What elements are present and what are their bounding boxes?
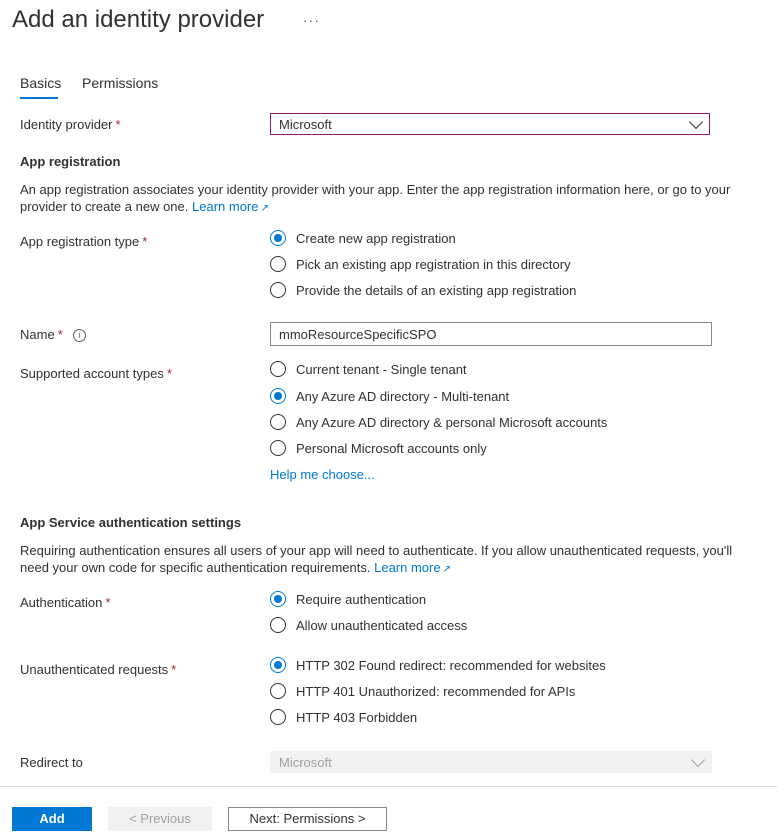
radio-label: Create new app registration <box>296 230 456 246</box>
auth-settings-description-text: Requiring authentication ensures all users of your app will need to authenticate. If you allow unauthenticated requests, you'll need your own code for specific authentication requirements. <box>20 543 733 575</box>
auth-settings-heading: App Service authentication settings <box>20 515 242 530</box>
tab-basics[interactable]: Basics <box>20 75 62 91</box>
radio-selected-icon <box>270 388 286 404</box>
radio-pick-existing-app-registration[interactable] <box>270 256 571 272</box>
radio-multi-tenant-personal[interactable] <box>270 414 607 430</box>
redirect-to-dropdown[interactable] <box>270 751 712 773</box>
supported-account-types-label-text: Supported account types <box>20 366 164 381</box>
required-marker: * <box>166 366 172 381</box>
radio-selected-icon <box>270 230 286 246</box>
radio-label: Any Azure AD directory - Multi-tenant <box>296 388 510 404</box>
unauthenticated-requests-label <box>20 662 176 677</box>
tab-permissions[interactable]: Permissions <box>82 75 159 91</box>
supported-account-types-label <box>20 366 172 381</box>
radio-unselected-icon <box>270 617 286 633</box>
radio-unselected-icon <box>270 709 286 725</box>
radio-label: Provide the details of an existing app registration <box>296 282 577 298</box>
radio-unselected-icon <box>270 414 286 430</box>
required-marker: * <box>105 595 111 610</box>
authentication-label-text: Authentication <box>20 595 103 610</box>
identity-provider-value: Microsoft <box>279 117 332 132</box>
radio-allow-unauthenticated[interactable] <box>270 617 467 633</box>
app-registration-learn-more-link[interactable] <box>192 199 269 214</box>
more-options-icon[interactable]: ··· <box>303 12 320 28</box>
radio-label: Allow unauthenticated access <box>296 617 468 633</box>
radio-selected-icon <box>270 591 286 607</box>
radio-unselected-icon <box>270 282 286 298</box>
add-button[interactable]: Add <box>12 807 92 831</box>
radio-http-401[interactable] <box>270 683 575 699</box>
radio-label: Current tenant - Single tenant <box>296 361 467 377</box>
radio-single-tenant[interactable] <box>270 361 467 377</box>
required-marker: * <box>57 327 63 342</box>
required-marker: * <box>115 117 121 132</box>
app-registration-type-label <box>20 234 147 249</box>
required-marker: * <box>142 234 148 249</box>
redirect-to-label: Redirect to <box>20 755 83 770</box>
name-input[interactable]: mmoResourceSpecificSPO <box>270 322 712 346</box>
radio-require-authentication[interactable] <box>270 591 426 607</box>
external-link-icon: ↗ <box>260 203 269 214</box>
next-permissions-button[interactable]: Next: Permissions > <box>228 807 387 831</box>
radio-personal-only[interactable] <box>270 440 487 456</box>
radio-label: HTTP 401 Unauthorized: recommended for APIs <box>296 683 576 699</box>
learn-more-text: Learn more <box>374 560 441 575</box>
radio-selected-icon <box>270 657 286 673</box>
auth-settings-learn-more-link[interactable] <box>374 560 451 575</box>
external-link-icon: ↗ <box>442 564 451 575</box>
redirect-to-value: Microsoft <box>279 755 332 770</box>
radio-label: Personal Microsoft accounts only <box>296 440 487 456</box>
radio-label: Any Azure AD directory & personal Microsoft accounts <box>296 414 608 430</box>
radio-unselected-icon <box>270 361 286 377</box>
info-icon[interactable]: i <box>73 329 86 342</box>
unauthenticated-requests-label-text: Unauthenticated requests <box>20 662 169 677</box>
help-me-choose-link[interactable]: Help me choose... <box>270 467 375 482</box>
radio-unselected-icon <box>270 440 286 456</box>
required-marker: * <box>171 662 177 677</box>
identity-provider-dropdown[interactable] <box>270 113 710 135</box>
radio-http-302[interactable] <box>270 657 606 673</box>
identity-provider-label-text: Identity provider <box>20 117 113 132</box>
authentication-label <box>20 595 110 610</box>
radio-create-new-app-registration[interactable] <box>270 230 456 246</box>
page-title: Add an identity provider <box>12 6 265 33</box>
auth-settings-description <box>20 542 740 578</box>
learn-more-text: Learn more <box>192 199 259 214</box>
app-registration-description-text: An app registration associates your identity provider with your app. Enter the app registration information here, or go to your provider to create a new one. <box>20 182 731 214</box>
chevron-down-icon <box>689 115 703 129</box>
footer-divider <box>0 786 777 787</box>
app-registration-description <box>20 181 740 217</box>
radio-label: Require authentication <box>296 591 427 607</box>
tab-active-indicator <box>20 97 58 99</box>
app-registration-heading: App registration <box>20 154 121 169</box>
radio-label: HTTP 403 Forbidden <box>296 709 418 725</box>
radio-provide-existing-details[interactable] <box>270 282 576 298</box>
radio-unselected-icon <box>270 683 286 699</box>
radio-http-403[interactable] <box>270 709 417 725</box>
radio-unselected-icon <box>270 256 286 272</box>
app-registration-type-label-text: App registration type <box>20 234 140 249</box>
identity-provider-label <box>20 117 121 132</box>
radio-multi-tenant[interactable] <box>270 388 509 404</box>
name-label-text: Name <box>20 327 55 342</box>
chevron-down-icon <box>691 753 705 767</box>
radio-label: Pick an existing app registration in this directory <box>296 256 571 272</box>
name-label <box>20 327 86 342</box>
previous-button[interactable]: < Previous <box>108 807 212 831</box>
radio-label: HTTP 302 Found redirect: recommended for websites <box>296 657 606 673</box>
